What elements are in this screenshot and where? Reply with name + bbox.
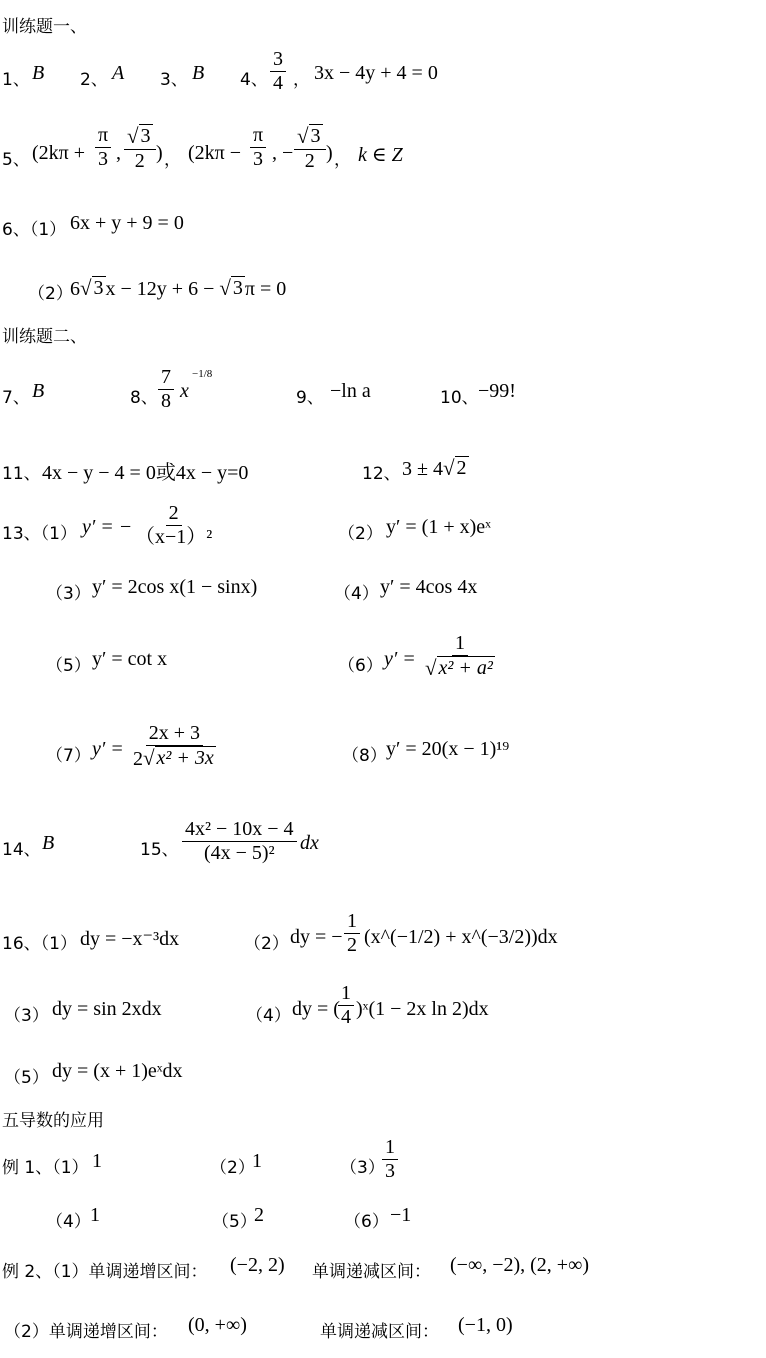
q5-separator-1: ， xyxy=(164,150,181,170)
example-2-decreasing-interval-2: (−1, 0) xyxy=(458,1314,513,1336)
q13-sub-number-5: （5） xyxy=(46,656,91,676)
q3-number: 3、 xyxy=(160,70,188,90)
section-heading-practice-1: 训练题一、 xyxy=(2,17,87,37)
q16-1-answer: dy = −x⁻³dx xyxy=(80,928,180,950)
q4-fraction-den: 4 xyxy=(273,72,283,94)
q6-eq2-root-1: 3 xyxy=(93,277,104,299)
example-1-answer-3-num: 1 xyxy=(382,1136,398,1160)
q6-eq2-middle: x − 12y + 6 − xyxy=(105,278,215,300)
q3-answer: B xyxy=(192,62,205,84)
q8-fraction-den: 8 xyxy=(161,390,171,412)
section-heading-derivative-applications: 五导数的应用 xyxy=(2,1111,104,1131)
q8-number: 8、 xyxy=(130,388,158,408)
example-1-sub-number-2: （2） xyxy=(210,1158,255,1178)
q10-answer: −99! xyxy=(478,380,516,402)
q13-6-den: x² + a² xyxy=(438,657,493,679)
q5-separator-2: ， xyxy=(334,150,351,170)
q16-sub-number-3: （3） xyxy=(4,1006,49,1026)
q1-answer: B xyxy=(32,62,45,84)
q5-point1-frac-den: 3 xyxy=(98,148,109,170)
q7-number: 7、 xyxy=(2,388,30,408)
q13-1-den: （x−1）² xyxy=(135,526,213,548)
q5-point2-comma: , − xyxy=(272,142,294,164)
q4-number: 4、 xyxy=(240,70,268,90)
q15-num: 4x² − 10x − 4 xyxy=(182,818,297,842)
q9-number: 9、 xyxy=(296,388,324,408)
q5-point2-root-frac: √ 3 2 xyxy=(292,124,328,173)
example-2-increasing-interval-1: (−2, 2) xyxy=(230,1254,285,1276)
q5-point2-open: (2kπ − xyxy=(188,142,242,164)
q13-6-num: 1 xyxy=(452,632,468,656)
q12-number: 12、 xyxy=(362,464,401,484)
q4-fraction xyxy=(268,48,288,95)
example-1-answer-3-den: 3 xyxy=(385,1160,395,1182)
q4-separator: ， xyxy=(293,70,310,90)
q15-number: 15、 xyxy=(140,840,179,860)
q13-sub-number-2: （2） xyxy=(338,524,383,544)
q6-eq2-end: π = 0 xyxy=(244,278,287,300)
example-1-answer-1: 1 xyxy=(92,1150,102,1172)
q13-6-fraction: 1 √ x² + a² xyxy=(425,632,493,680)
q4-fraction-num: 3 xyxy=(270,48,286,72)
example-1-label: 例 1、（1） xyxy=(2,1158,89,1178)
q13-sub-number-3: （3） xyxy=(46,584,91,604)
q11-number: 11、 xyxy=(2,464,41,484)
q6-number: 6、（1） xyxy=(2,220,67,240)
q5-point1-root-den: 2 xyxy=(134,150,145,172)
q6-sub-number-2: （2） xyxy=(28,284,73,304)
example-2-decreasing-interval-1: (−∞, −2), (2, +∞) xyxy=(450,1254,589,1276)
q5-point2-root-den: 2 xyxy=(304,150,315,172)
q5-point2-close: ) xyxy=(326,142,333,164)
q5-point2-frac xyxy=(248,124,268,171)
q13-7-num: 2x + 3 xyxy=(146,722,203,746)
q16-3-answer: dy = sin 2xdx xyxy=(52,998,162,1020)
q10-number: 10、 xyxy=(440,388,479,408)
q16-2-den: 2 xyxy=(347,934,357,956)
q13-1-fraction xyxy=(130,502,217,549)
q16-2-fraction xyxy=(342,910,362,957)
q15-fraction xyxy=(180,818,299,865)
q13-7-lhs: y′ = xyxy=(92,738,124,760)
q13-3-answer: y′ = 2cos x(1 − sinx) xyxy=(92,576,258,598)
q13-sub-number-7: （7） xyxy=(46,746,91,766)
q13-7-den-coef: 2 xyxy=(133,748,143,770)
q16-number: 16、（1） xyxy=(2,934,77,954)
example-1-answer-4: 1 xyxy=(90,1204,100,1226)
q8-exponent: −1/8 xyxy=(192,368,213,380)
q16-4-num: 1 xyxy=(338,982,354,1006)
q13-number: 13、（1） xyxy=(2,524,77,544)
q11-answer: 4x − y − 4 = 0或4x − y=0 xyxy=(42,462,249,484)
q5-point1-frac-num: π xyxy=(95,124,111,148)
q13-5-answer: y′ = cot x xyxy=(92,648,168,670)
q13-sub-number-8: （8） xyxy=(342,746,387,766)
q6-equation-1: 6x + y + 9 = 0 xyxy=(70,212,184,234)
example-2-sub-label-2: （2）单调递增区间： xyxy=(4,1322,168,1342)
q5-point1-comma: , xyxy=(116,142,121,164)
q13-1-lhs: y′ = − xyxy=(82,516,133,538)
q7-answer: B xyxy=(32,380,45,402)
q8-variable: x xyxy=(180,380,189,402)
q13-sub-number-4: （4） xyxy=(334,584,379,604)
example-1-answer-6: −1 xyxy=(390,1204,412,1226)
example-1-sub-number-4: （4） xyxy=(46,1212,91,1232)
q16-sub-number-4: （4） xyxy=(246,1006,291,1026)
example-1-answer-2: 1 xyxy=(252,1150,262,1172)
q12-answer-root: 2 xyxy=(456,457,467,479)
q9-answer: −ln a xyxy=(330,380,371,402)
q5-point1-root-frac: √ 3 2 xyxy=(122,124,158,173)
q16-4-rest: )ˣ(1 − 2x ln 2)dx xyxy=(356,998,489,1020)
q5-number: 5、 xyxy=(2,150,30,170)
q5-point2-root: 3 xyxy=(310,125,321,147)
q5-point2-frac-num: π xyxy=(250,124,266,148)
q2-number: 2、 xyxy=(80,70,108,90)
q16-4-lhs: dy = ( xyxy=(292,998,340,1020)
q14-answer: B xyxy=(42,832,55,854)
example-1-answer-5: 2 xyxy=(254,1204,264,1226)
example-2-decreasing-label-2: 单调递减区间： xyxy=(320,1322,439,1342)
q5-point2-frac-den: 3 xyxy=(253,148,264,170)
q16-5-answer: dy = (x + 1)eˣdx xyxy=(52,1060,183,1082)
q8-fraction-num: 7 xyxy=(158,366,174,390)
q6-eq2-coef: 6 xyxy=(70,278,80,300)
q5-point1-frac xyxy=(93,124,113,171)
q6-eq2-root-2: 3 xyxy=(232,277,243,299)
q1-number: 1、 xyxy=(2,70,30,90)
q13-6-lhs: y′ = xyxy=(384,648,416,670)
q2-answer: A xyxy=(112,62,125,84)
q12-answer: 3 ± 4 √ 2 xyxy=(402,456,467,480)
q15-den: (4x − 5)² xyxy=(203,842,275,864)
q16-2-lhs: dy = − xyxy=(290,926,343,948)
q16-2-num: 1 xyxy=(344,910,360,934)
example-1-sub-number-6: （6） xyxy=(344,1212,389,1232)
q13-4-answer: y′ = 4cos 4x xyxy=(380,576,478,598)
example-2-increasing-interval-2: (0, +∞) xyxy=(188,1314,247,1336)
q16-sub-number-5: （5） xyxy=(4,1068,49,1088)
q13-1-num: 2 xyxy=(166,502,182,526)
q16-4-den: 4 xyxy=(341,1006,351,1028)
q12-answer-prefix: 3 ± 4 xyxy=(402,458,443,480)
example-1-answer-3-fraction xyxy=(380,1136,400,1183)
q5-point1-close: ) xyxy=(156,142,163,164)
q13-7-den-root: x² + 3x xyxy=(156,747,214,769)
q6-equation-2: 6 √ 3 x − 12y + 6 − √ 3 π = 0 xyxy=(70,276,287,300)
q16-4-fraction xyxy=(336,982,356,1029)
q13-7-fraction: 2x + 3 2 √ x² + 3x xyxy=(133,722,214,770)
q13-sub-number-6: （6） xyxy=(338,656,383,676)
q14-number: 14、 xyxy=(2,840,41,860)
example-1-sub-number-5: （5） xyxy=(212,1212,257,1232)
example-2-decreasing-label-1: 单调递减区间： xyxy=(312,1262,431,1282)
q5-point1-root: 3 xyxy=(140,125,151,147)
q16-sub-number-2: （2） xyxy=(244,934,289,954)
section-heading-practice-2: 训练题二、 xyxy=(2,327,87,347)
q8-fraction xyxy=(156,366,176,413)
q15-dx: dx xyxy=(300,832,319,854)
example-2-label: 例 2、（1）单调递增区间： xyxy=(2,1262,208,1282)
q16-2-rest: (x^(−1/2) + x^(−3/2))dx xyxy=(364,926,558,948)
q5-condition: k ∈ Z xyxy=(358,144,403,166)
q5-point1-open: (2kπ + xyxy=(32,142,86,164)
q13-2-answer: y′ = (1 + x)eˣ xyxy=(386,516,491,538)
q13-8-answer: y′ = 20(x − 1)¹⁹ xyxy=(386,738,510,760)
example-1-sub-number-3: （3） xyxy=(340,1158,385,1178)
q4-equation: 3x − 4y + 4 = 0 xyxy=(314,62,438,84)
